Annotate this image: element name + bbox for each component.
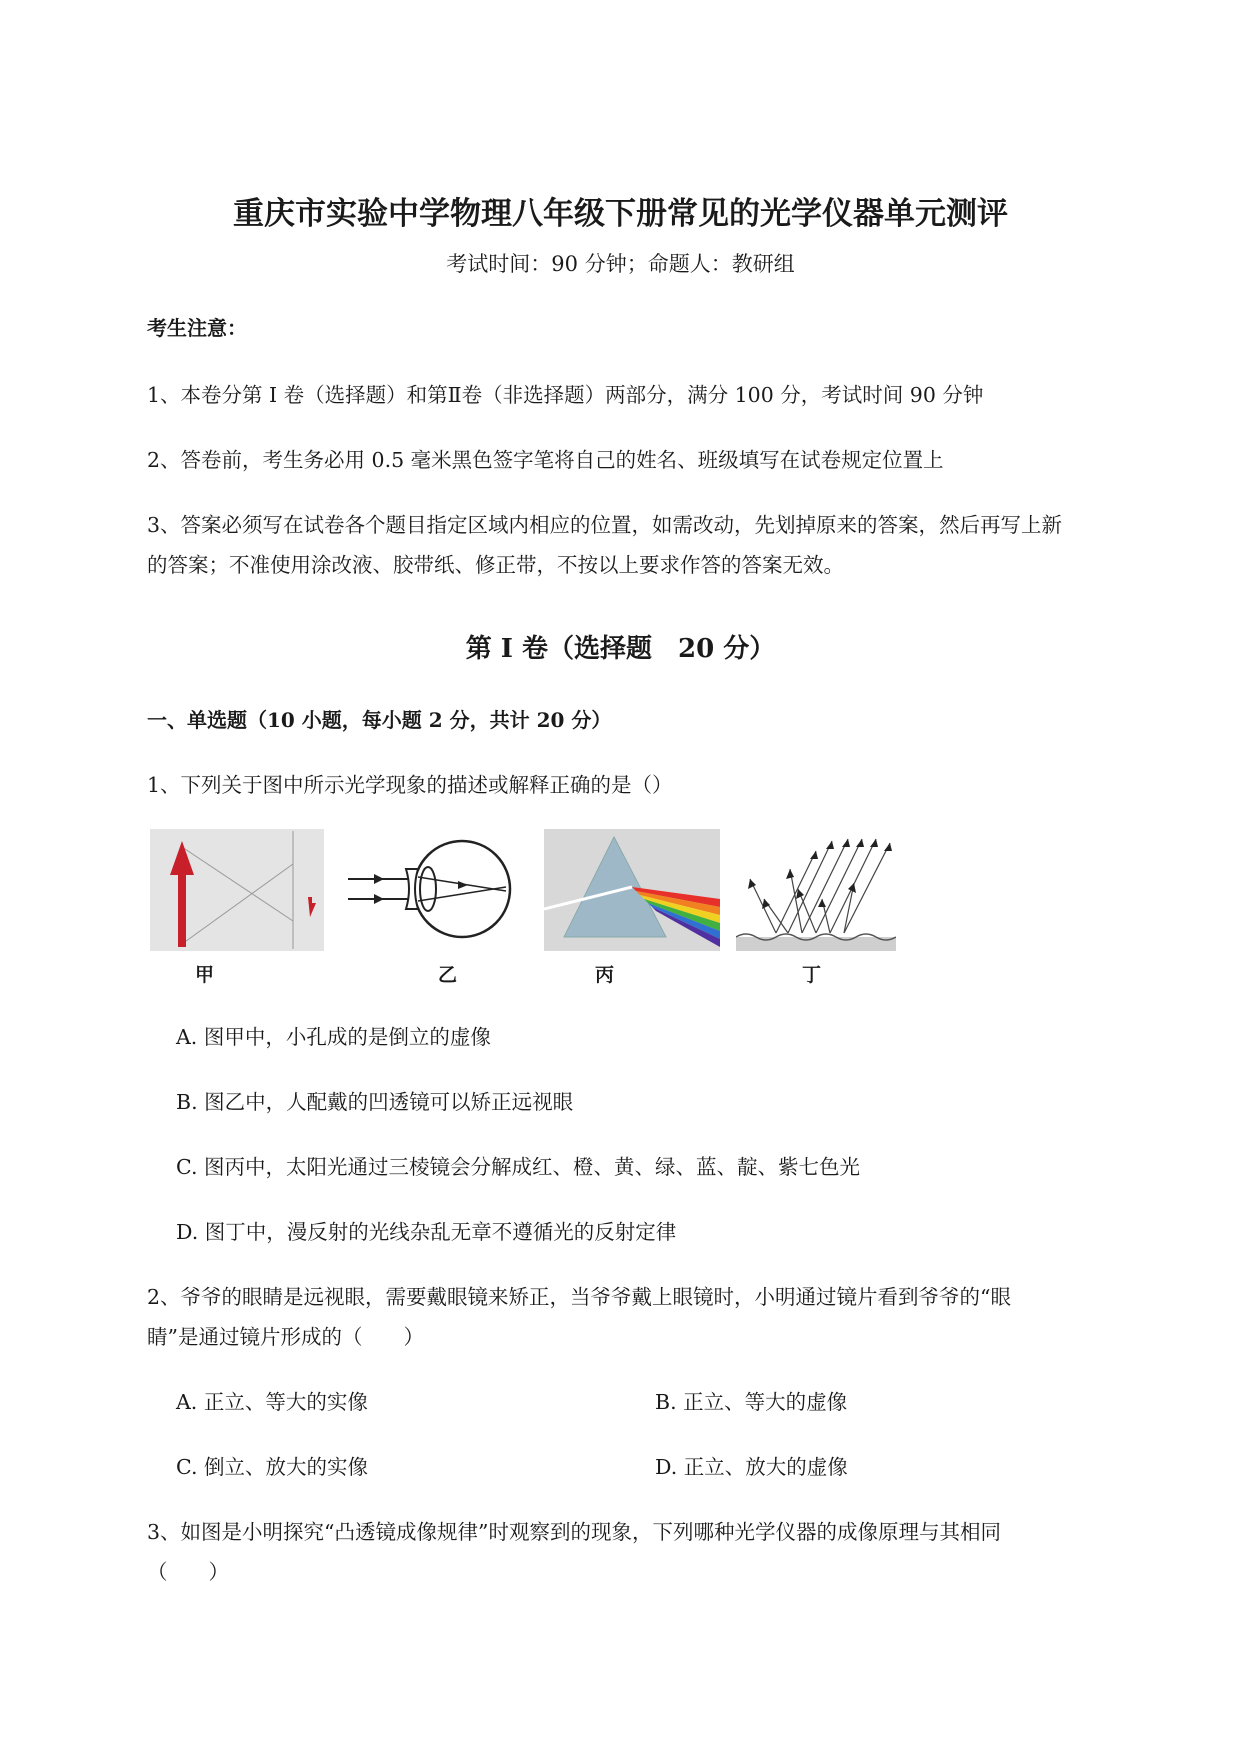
prism-figure [544,829,720,951]
notice-item: 的答案；不准使用涂改液、胶带纸、修正带，不按以上要求作答的答案无效。 [147,553,844,577]
option-a[interactable]: A. 正立、等大的实像 [176,1390,368,1414]
figure-label-jia: 甲 [195,964,215,986]
figure-label-bing: 丙 [595,964,615,986]
option-c[interactable]: C. 倒立、放大的实像 [176,1455,368,1479]
diffuse-reflection-figure [736,829,896,951]
option-d[interactable]: D. 正立、放大的虚像 [655,1455,848,1479]
question-stem: 1、下列关于图中所示光学现象的描述或解释正确的是（） [147,773,673,797]
question-stem: 2、爷爷的眼睛是远视眼，需要戴眼镜来矫正，当爷爷戴上眼镜时，小明通过镜片看到爷爷的“眼 [147,1285,1012,1309]
figure-label-ding: 丁 [802,964,822,986]
pinhole-figure [150,829,324,951]
notice-item: 1、本卷分第 I 卷（选择题）和第Ⅱ卷（非选择题）两部分，满分 100 分，考试时间 90 分钟 [147,383,984,407]
option-c[interactable]: C. 图丙中，太阳光通过三棱镜会分解成红、橙、黄、绿、蓝、靛、紫七色光 [176,1155,860,1179]
question-stem: 睛”是通过镜片形成的（ ） [147,1325,424,1349]
section-title: 第 I 卷（选择题 20 分） [465,634,776,664]
question-stem: （ ） [147,1560,229,1584]
option-d[interactable]: D. 图丁中，漫反射的光线杂乱无章不遵循光的反射定律 [176,1220,677,1244]
notice-item: 3、答案必须写在试卷各个题目指定区域内相应的位置，如需改动，先划掉原来的答案，然后再写上新 [147,513,1063,537]
notice-heading: 考生注意： [147,316,247,340]
figure-label-yi: 乙 [438,964,458,986]
exam-info: 考试时间：90 分钟；命题人：教研组 [446,252,795,276]
option-b[interactable]: B. 正立、等大的虚像 [655,1390,848,1414]
eye-lens-figure [346,833,516,945]
page-title: 重庆市实验中学物理八年级下册常见的光学仪器单元测评 [233,196,1008,232]
notice-item: 2、答卷前，考生务必用 0.5 毫米黑色签字笔将自己的姓名、班级填写在试卷规定位置上 [147,448,944,472]
question-stem: 3、如图是小明探究“凸透镜成像规律”时观察到的现象，下列哪种光学仪器的成像原理与其相同 [147,1520,1002,1544]
option-b[interactable]: B. 图乙中，人配戴的凹透镜可以矫正远视眼 [176,1090,574,1114]
section-subheading: 一、单选题（10 小题，每小题 2 分，共计 20 分） [147,708,612,732]
option-a[interactable]: A. 图甲中，小孔成的是倒立的虚像 [176,1025,491,1049]
